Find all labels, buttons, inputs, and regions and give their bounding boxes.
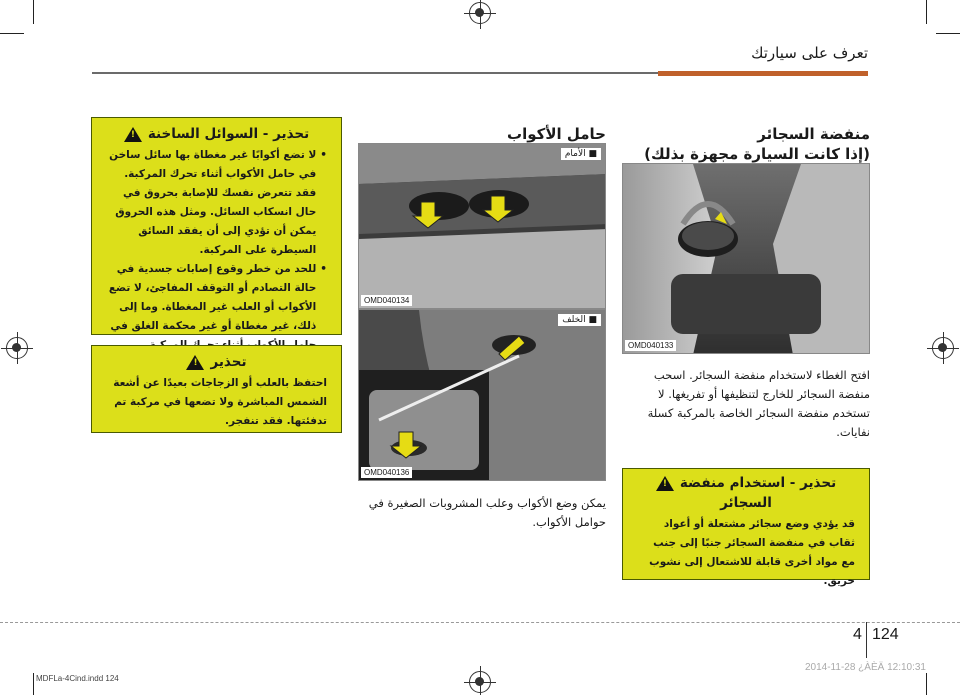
cup-holder-title: حامل الأكواب xyxy=(507,125,606,143)
ashtray-subtitle: (إذا كانت السيارة مجهزة بذلك) xyxy=(644,145,870,163)
ashtray-warning-box xyxy=(622,468,870,587)
footer-rule xyxy=(0,622,960,623)
cans-warning-box xyxy=(91,345,342,433)
warning-triangle-icon xyxy=(656,476,674,491)
cans-warning-title: تحذير xyxy=(210,354,247,370)
print-date: 2014-11-28 ¿ÀÈÄ 12:10:31 xyxy=(804,662,926,673)
registration-mark-icon xyxy=(469,2,491,24)
registration-mark-icon xyxy=(932,337,954,359)
front-cup-holder-photo xyxy=(358,143,606,309)
cans-warning-body: احتفظ بالعلب أو الزجاجات بعيدًا عن أشعة الشمس المباشرة ولا تضعها في مركبة تم تدفئتها. فقد تنفجر. xyxy=(113,377,327,427)
crop-mark xyxy=(33,673,34,695)
rear-label: ■ الخلف xyxy=(558,314,601,326)
chapter-number: 4 xyxy=(853,626,862,643)
front-label: ■ الأمام xyxy=(561,148,601,160)
registration-mark-icon xyxy=(469,671,491,693)
ashtray-section xyxy=(622,124,870,164)
rear-photo-caption: OMD040136 xyxy=(361,467,412,478)
crop-mark xyxy=(926,0,927,24)
front-photo-caption: OMD040134 xyxy=(361,295,412,306)
warning-body: قد يؤدي وضع سجائر مشتعلة أو أعواد ثقاب في منفضة السجائر جنبًا إلى جنب مع مواد أخرى قابلة للاشتعال إلى نشوب حريق. xyxy=(649,518,855,587)
ashtray-photo xyxy=(622,163,870,354)
registration-mark-icon xyxy=(6,337,28,359)
crop-mark xyxy=(0,33,24,34)
warning-bullet: • لا تضع أكوابًا غير مغطاة بها سائل ساخن في حامل الأكواب أثناء تحرك المركبة. فقد تتعرض نفسك للإصابة بحروق في حال انسكاب السائل. ومثل هذه الحروق يمكن أن تؤدي إلى أن يفقد السائق السيطرة على المركبة. xyxy=(109,149,327,256)
warning-triangle-icon xyxy=(186,355,204,370)
ashtray-photo-caption: OMD040133 xyxy=(625,340,676,351)
header-rule-accent xyxy=(658,71,868,76)
crop-mark xyxy=(33,0,34,24)
warning-title: تحذير - استخدام منفضة xyxy=(679,475,837,491)
hot-liquid-warning-title: تحذير - السوائل الساخنة xyxy=(147,126,310,142)
ashtray-body: افتح الغطاء لاستخدام منفضة السجائر. اسحب منفضة السجائر للخارج لتنظيفها أو تفريغها. لا تستخدم منفضة السجائر الخاصة بالمركبة كسلة نفايات. xyxy=(647,368,870,439)
page-separator xyxy=(866,622,867,658)
section-header: تعرف على سيارتك xyxy=(751,44,868,62)
cup-holder-body: يمكن وضع الأكواب وعلب المشروبات الصغيرة في حوامل الأكواب. xyxy=(368,496,606,529)
ashtray-title: منفضة السجائر xyxy=(757,125,870,143)
warning-bullet: • للحد من خطر وقوع إصابات جسدية في حالة التصادم أو التوقف المفاجئ، لا تضع الأكواب أو العلب غير المغطاة. وما إلى ذلك، غير مغطاة أو غير محكمة الغلق في xyxy=(108,263,327,332)
crop-mark xyxy=(926,673,927,695)
hot-liquid-warning-box xyxy=(91,117,342,335)
crop-mark xyxy=(936,33,960,34)
warning-triangle-icon xyxy=(124,127,142,142)
warning-title-line2: السجائر xyxy=(720,495,772,511)
page-number: 124 xyxy=(872,626,899,643)
rear-cup-holder-photo xyxy=(358,309,606,481)
file-info: MDFLa-4Cind.indd 124 xyxy=(36,674,119,683)
